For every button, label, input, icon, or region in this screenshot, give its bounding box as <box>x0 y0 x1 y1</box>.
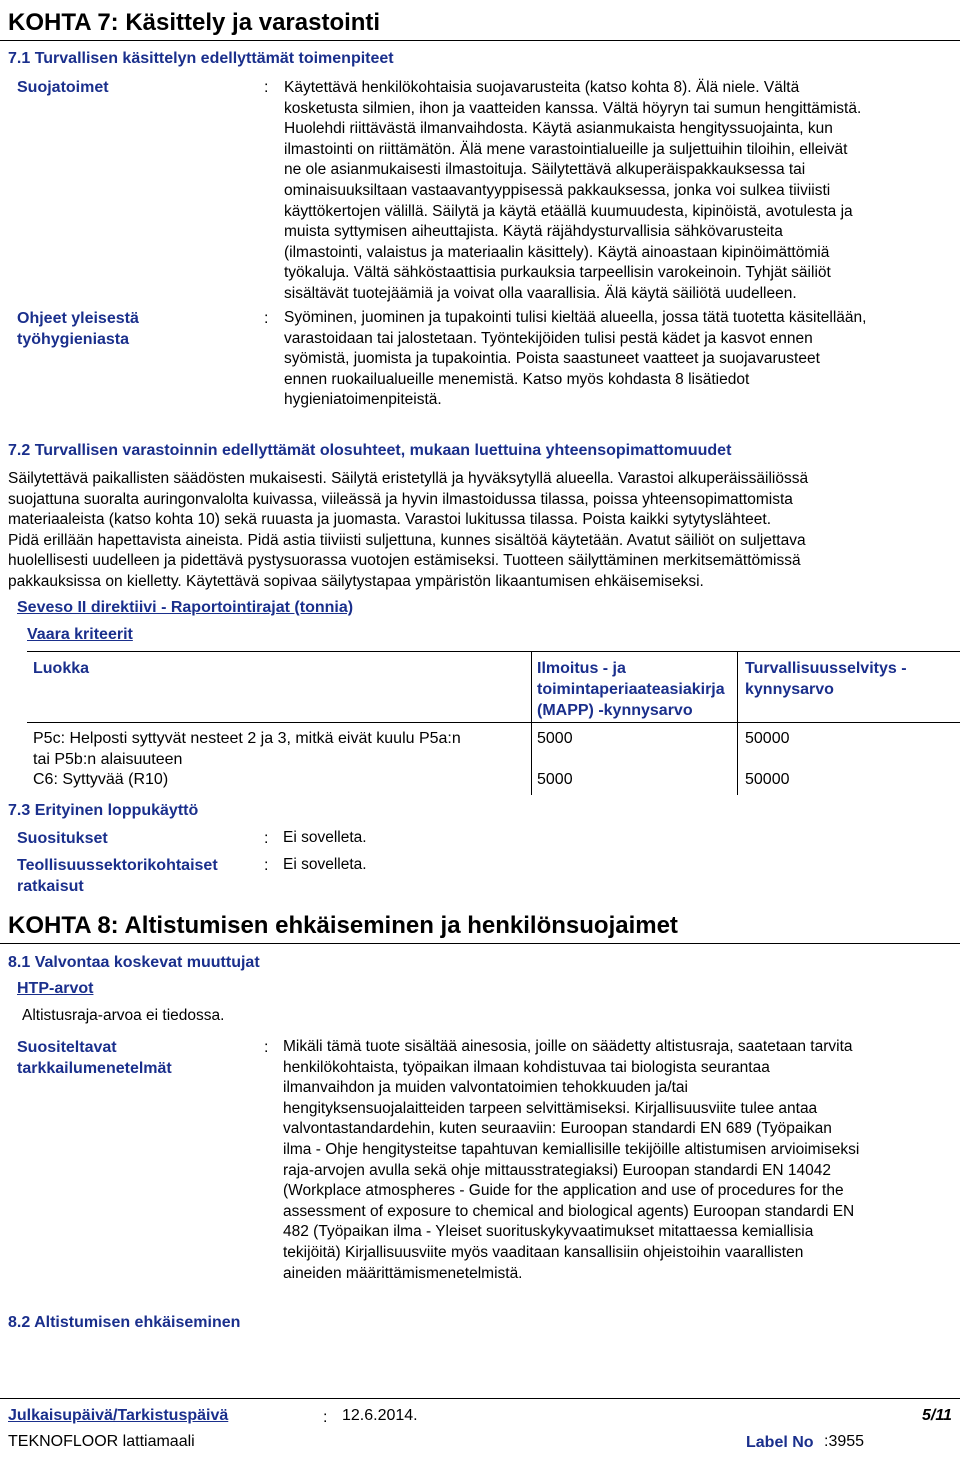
section-8-title: KOHTA 8: Altistumisen ehkäiseminen ja henkilönsuojaimet <box>8 912 678 939</box>
table-header-mapp-line-1: Ilmoitus - ja <box>537 660 626 677</box>
footer-label-no-value: :3955 <box>824 1433 865 1450</box>
text-line: Säilytettävä paikallisten säädösten mukaisesti. Säilytä eristetyllä ja hyväksytyllä alueella. Varastoi alkuperäissäiliössä <box>8 470 809 487</box>
table-header-border <box>27 722 960 723</box>
text-line: hygieniatoimenpiteistä. <box>284 391 442 409</box>
hygiene-label-line-2: työhygieniasta <box>17 331 130 348</box>
section-7-title: KOHTA 7: Käsittely ja varastointi <box>8 9 381 36</box>
text-line: ilmanvaihdon ja muiden valvontatoimien tehokkuuden ja/tai <box>283 1079 688 1097</box>
table-header-mapp-line-3: (MAPP) -kynnysarvo <box>537 702 693 719</box>
text-line: Huolehdi riittävästä ilmanvaihdosta. Käytä asianmukaista hengityssuojainta, kun <box>284 120 833 138</box>
htp-text: Altistusraja-arvoa ei tiedossa. <box>22 1007 225 1024</box>
section-7-2-heading: 7.2 Turvallisen varastoinnin edellyttämät olosuhteet, mukaan luettuina yhteensopimattomuudet <box>8 442 732 459</box>
text-line: työkaluja. Vältä sähköstaattisia purkauksia tarpeellisin varokeinoin. Tyhjät säiliöt <box>284 264 831 282</box>
danger-criteria-heading: Vaara kriteerit <box>27 626 133 643</box>
monitoring-colon: : <box>264 1039 269 1056</box>
section-8-2-heading: 8.2 Altistumisen ehkäiseminen <box>8 1314 241 1331</box>
industry-label-line-2: ratkaisut <box>17 878 84 895</box>
footer-date-colon: : <box>323 1409 328 1426</box>
table-cell-line: tai P5b:n alaisuuteen <box>33 750 183 768</box>
table-header-mapp <box>537 658 735 721</box>
industry-solutions-value: Ei sovelleta. <box>283 856 367 873</box>
table-row-c6-class: C6: Syttyvää (R10) <box>33 771 169 788</box>
table-cell-line: P5c: Helposti syttyvät nesteet 2 ja 3, mitkä eivät kuulu P5a:n <box>33 730 461 747</box>
recommendations-value: Ei sovelleta. <box>283 829 367 846</box>
industry-solutions-colon: : <box>264 857 269 874</box>
text-line: käyttökertojen välillä. Säilytä ja käytä etäällä kuumuudesta, kipinöistä, avotulesta ja <box>284 202 853 220</box>
text-line: ne ole asianmukaisesti ilmastoituja. Säilytettävä alkuperäispakkauksessa tai <box>284 161 806 179</box>
table-row-p5c-safety: 50000 <box>745 730 790 747</box>
text-line: tekijöitä) Kirjallisuusviite myös vaaditaan kansallisiin ohjeistoihin vaarallisten <box>283 1243 804 1261</box>
text-line: kosketusta silmien, ihon ja vaatteiden kanssa. Vältä höyryn tai sumun hengittämistä. <box>284 99 862 117</box>
text-line: ominaisuuksiltaan vastaavantyyppisessä pakkauksessa, jonka voi sulkea tiiviisti <box>284 181 831 199</box>
table-header-safety <box>745 658 955 700</box>
protective-measures-colon: : <box>264 79 269 96</box>
table-row-c6-mapp: 5000 <box>537 771 573 788</box>
text-line: Käytettävä henkilökohtaisia suojavarusteita (katso kohta 8). Älä niele. Vältä <box>284 79 800 96</box>
text-line: 482 (Työpaikan ilma - Yleiset suorituskykyvaatimukset mitattaessa kemiallisia <box>283 1223 814 1241</box>
footer-product-name: TEKNOFLOOR lattiamaali <box>8 1433 195 1450</box>
text-line: Mikäli tämä tuote sisältää ainesosia, joille on säädetty altistusraja, saatetaan tarvita <box>283 1038 853 1055</box>
hygiene-text <box>284 308 954 411</box>
table-header-class: Luokka <box>33 660 90 677</box>
table-row-p5c-class <box>33 729 529 770</box>
section-8-title-rule <box>0 943 960 944</box>
section-7-1-heading: 7.1 Turvallisen käsittelyn edellyttämät toimenpiteet <box>8 50 394 67</box>
text-line: Pidä erillään hapettavista aineista. Pidä astia tiiviisti suljettuna, kunnes sisältöä käytetään. Avatut säiliöt on suljettava <box>8 531 806 549</box>
table-top-border <box>27 651 960 652</box>
text-line: ilmastointi on riittämätön. Älä mene varastointialueille ja suljettuihin tiloihin, elleivät <box>284 140 848 158</box>
table-header-safety-line-1: Turvallisuusselvitys - <box>745 660 907 677</box>
hygiene-label-line-1: Ohjeet yleisestä <box>17 310 139 327</box>
footer-date-value: 12.6.2014. <box>342 1407 418 1424</box>
section-7-title-rule <box>0 40 960 41</box>
section-8-1-heading: 8.1 Valvontaa koskevat muuttujat <box>8 954 260 971</box>
text-line: suojattuna suoralta auringonvalolta kuivassa, viileässä ja hyvin ilmastoidussa tilassa, poissa yhteensopimattomista <box>8 490 793 508</box>
table-row-c6-safety: 50000 <box>745 771 790 788</box>
htp-heading: HTP-arvot <box>17 980 94 997</box>
text-line: sisältävät tuotejäämiä ja voivat olla vaarallisia. Älä käytä säiliötä uudelleen. <box>284 284 797 302</box>
text-line: muista syttymisen aiheuttajista. Käytä räjähdysturvallisia sähkövarusteita <box>284 223 783 241</box>
industry-solutions-label <box>17 855 218 897</box>
text-line: assessment of exposure to chemical and biological agents) Euroopan standardi EN <box>283 1202 855 1220</box>
text-line: Syöminen, juominen ja tupakointi tulisi kieltää alueella, jossa tätä tuotetta käsitellään, <box>284 309 867 326</box>
text-line: (Workplace atmospheres - Guide for the application and use of procedures for the <box>283 1182 844 1200</box>
text-line: materiaaleista (katso kohta 10) sekä ruuasta ja juomasta. Varastoi lukitussa tilassa. Poista kaikki sytytyslähteet. <box>8 511 772 529</box>
footer-page-number: 5/11 <box>922 1407 952 1424</box>
text-line: valvontastandardehin, kuten seuraaviin: Euroopan standardi EN 689 (Työpaikan <box>283 1120 832 1138</box>
text-line: ilma - Ohje hengitysteitse tapahtuvan kemiallisille tekijöille altistumisen arvioimiseksi <box>283 1140 860 1158</box>
hygiene-label <box>17 308 139 350</box>
protective-measures-label: Suojatoimet <box>17 79 109 96</box>
table-header-safety-line-2: kynnysarvo <box>745 681 834 698</box>
text-line: varastoidaan tai jalostetaan. Työntekijöiden tulisi pestä kädet ja kasvot ennen <box>284 329 813 347</box>
recommendations-colon: : <box>264 830 269 847</box>
industry-label-line-1: Teollisuussektorikohtaiset <box>17 857 218 874</box>
monitoring-label-line-1: Suositeltavat <box>17 1039 117 1056</box>
text-line: henkilökohtaista, työpaikan ilmaan kohdistuvaa tai biologista seurantaa <box>283 1058 770 1076</box>
text-line: pakkauksissa on kielletty. Käytettävä sopivaa säilytystapaa ympäristön likaantumisen ehkäisemiseksi. <box>8 572 704 590</box>
monitoring-label-line-2: tarkkailumenetelmät <box>17 1060 172 1077</box>
text-line: aineiden määrittämismenetelmistä. <box>283 1264 523 1282</box>
monitoring-text <box>283 1037 955 1284</box>
text-line: raja-arvojen avulla sekä ohje mittausstrategiaksi) Euroopan standardi EN 14042 <box>283 1161 831 1179</box>
text-line: ennen ruokailualueille menemistä. Katso myös kohdasta 8 lisätiedot <box>284 370 750 388</box>
monitoring-label <box>17 1037 172 1079</box>
table-header-mapp-line-2: toimintaperiaateasiakirja <box>537 681 725 698</box>
footer-label-no-label: Label No <box>746 1434 814 1451</box>
table-column-divider <box>737 651 738 795</box>
text-line: (ilmastointi, valaistus ja materiaalin käsittely). Käytä ainoastaan kipinöimättömiä <box>284 243 830 261</box>
recommendations-label: Suositukset <box>17 830 108 847</box>
footer-date-label: Julkaisupäivä/Tarkistuspäivä <box>8 1407 229 1424</box>
table-row-p5c-mapp: 5000 <box>537 730 573 747</box>
text-line: hengityksensuojalaitteiden tarpeen selvittämiseksi. Kirjallisuusviite tulee antaa <box>283 1099 818 1117</box>
text-line: syömistä, juomista ja tupakointia. Poista saastuneet vaatteet ja suojavarusteet <box>284 350 820 368</box>
text-line: huolellisesti uudelleen ja pidettävä pystysuorassa vuotojen estämiseksi. Tuotteen säilyttäminen merkitsemättömissä <box>8 552 801 570</box>
table-column-divider <box>531 651 532 795</box>
footer-rule <box>0 1398 960 1399</box>
storage-text <box>8 469 958 593</box>
section-7-3-heading: 7.3 Erityinen loppukäyttö <box>8 802 199 819</box>
seveso-heading: Seveso II direktiivi - Raportointirajat (tonnia) <box>17 599 354 616</box>
hygiene-colon: : <box>264 310 269 327</box>
protective-measures-text <box>284 78 954 305</box>
